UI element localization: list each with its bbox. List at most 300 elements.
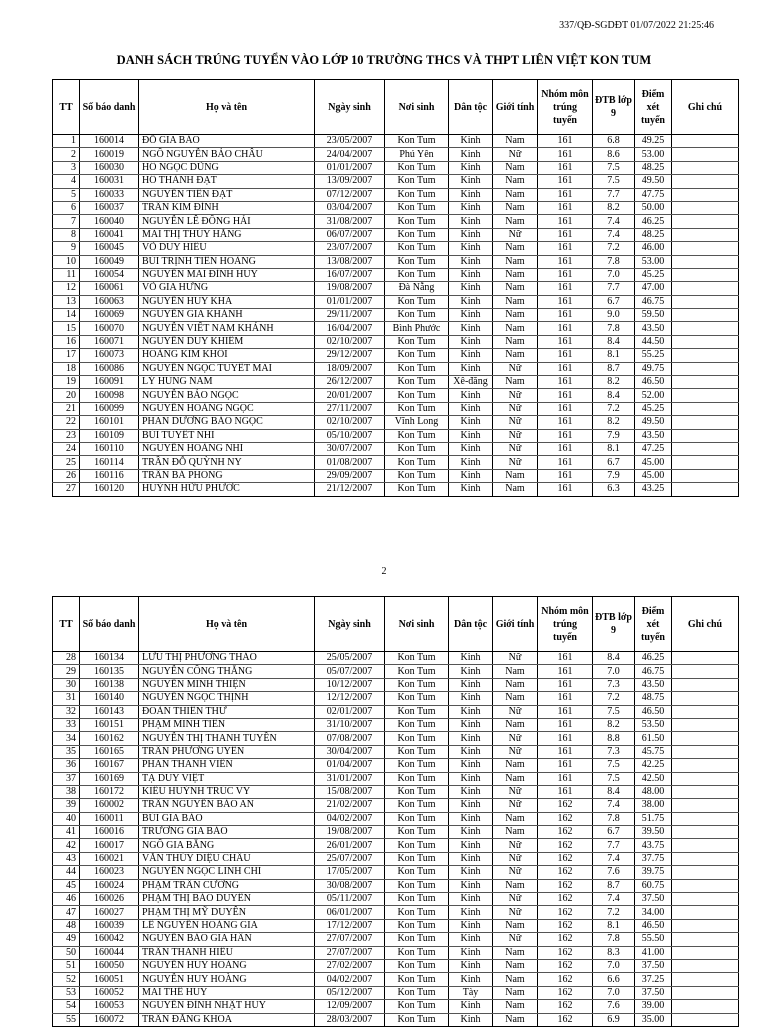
note	[672, 906, 739, 919]
gender: Nữ	[493, 228, 538, 241]
grade9-average: 8.4	[593, 652, 635, 665]
subject-group: 162	[538, 946, 593, 959]
ethnicity: Kinh	[449, 349, 493, 362]
gender: Nam	[493, 255, 538, 268]
note	[672, 826, 739, 839]
full-name: NGUYỄN BẢO NGỌC	[139, 389, 315, 402]
subject-group: 162	[538, 1013, 593, 1026]
candidate-number: 160014	[80, 135, 139, 148]
table-header-row	[53, 597, 739, 652]
date-of-birth: 25/07/2007	[315, 852, 385, 865]
grade9-average: 8.2	[593, 416, 635, 429]
birthplace: Kon Tum	[385, 255, 449, 268]
candidate-number: 160167	[80, 759, 139, 772]
grade9-average: 7.5	[593, 161, 635, 174]
row-number: 25	[53, 456, 80, 469]
table-row	[53, 429, 739, 442]
candidate-number: 160042	[80, 933, 139, 946]
row-number: 14	[53, 309, 80, 322]
date-of-birth: 19/08/2007	[315, 282, 385, 295]
note	[672, 718, 739, 731]
date-of-birth: 01/04/2007	[315, 759, 385, 772]
table-row	[53, 946, 739, 959]
grade9-average: 7.7	[593, 839, 635, 852]
birthplace: Đà Nẵng	[385, 282, 449, 295]
ethnicity: Kinh	[449, 309, 493, 322]
note	[672, 745, 739, 758]
date-of-birth: 21/12/2007	[315, 483, 385, 496]
birthplace: Kon Tum	[385, 201, 449, 214]
grade9-average: 8.3	[593, 946, 635, 959]
gender: Nam	[493, 268, 538, 281]
candidate-number: 160053	[80, 1000, 139, 1013]
note	[672, 376, 739, 389]
grade9-average: 6.3	[593, 483, 635, 496]
full-name: LÝ HÙNG NAM	[139, 376, 315, 389]
table-row	[53, 799, 739, 812]
birthplace: Kon Tum	[385, 175, 449, 188]
subject-group: 161	[538, 772, 593, 785]
row-number: 22	[53, 416, 80, 429]
note	[672, 705, 739, 718]
full-name: PHẠM TRẦN CƯỜNG	[139, 879, 315, 892]
table-body	[53, 135, 739, 497]
gender: Nữ	[493, 745, 538, 758]
subject-group: 161	[538, 483, 593, 496]
subject-group: 161	[538, 469, 593, 482]
note	[672, 893, 739, 906]
grade9-average: 7.0	[593, 665, 635, 678]
full-name: PHẠM MINH TIẾN	[139, 718, 315, 731]
gender: Nữ	[493, 785, 538, 798]
row-number: 13	[53, 295, 80, 308]
subject-group: 161	[538, 402, 593, 415]
date-of-birth: 05/10/2007	[315, 429, 385, 442]
birthplace: Kon Tum	[385, 1013, 449, 1026]
subject-group: 161	[538, 242, 593, 255]
birthplace: Kon Tum	[385, 986, 449, 999]
date-of-birth: 28/03/2007	[315, 1013, 385, 1026]
grade9-average: 7.8	[593, 933, 635, 946]
date-of-birth: 27/07/2007	[315, 946, 385, 959]
grade9-average: 8.2	[593, 376, 635, 389]
ethnicity: Kinh	[449, 946, 493, 959]
note	[672, 879, 739, 892]
row-number: 1	[53, 135, 80, 148]
table-row	[53, 389, 739, 402]
ethnicity: Kinh	[449, 919, 493, 932]
grade9-average: 7.3	[593, 678, 635, 691]
gender: Nữ	[493, 839, 538, 852]
gender: Nam	[493, 759, 538, 772]
note	[672, 268, 739, 281]
subject-group: 162	[538, 933, 593, 946]
note	[672, 255, 739, 268]
full-name: VÕ GIA HƯNG	[139, 282, 315, 295]
admission-score: 47.75	[635, 188, 672, 201]
ethnicity: Kinh	[449, 228, 493, 241]
candidate-number: 160143	[80, 705, 139, 718]
grade9-average: 7.4	[593, 852, 635, 865]
ethnicity: Kinh	[449, 705, 493, 718]
table-row	[53, 416, 739, 429]
gender: Nữ	[493, 148, 538, 161]
table-row	[53, 879, 739, 892]
ethnicity: Kinh	[449, 255, 493, 268]
date-of-birth: 16/07/2007	[315, 268, 385, 281]
table-row	[53, 665, 739, 678]
admission-score: 37.25	[635, 973, 672, 986]
subject-group: 161	[538, 362, 593, 375]
note	[672, 946, 739, 959]
row-number: 45	[53, 879, 80, 892]
birthplace: Kon Tum	[385, 933, 449, 946]
grade9-average: 7.2	[593, 906, 635, 919]
admission-score: 49.50	[635, 416, 672, 429]
gender: Nam	[493, 282, 538, 295]
subject-group: 162	[538, 812, 593, 825]
date-of-birth: 25/05/2007	[315, 652, 385, 665]
table-row	[53, 242, 739, 255]
note	[672, 135, 739, 148]
page-number: 2	[381, 566, 387, 577]
grade9-average: 7.2	[593, 242, 635, 255]
birthplace: Kon Tum	[385, 759, 449, 772]
gender: Nam	[493, 718, 538, 731]
subject-group: 161	[538, 188, 593, 201]
admission-score: 39.50	[635, 826, 672, 839]
document-title: DANH SÁCH TRÚNG TUYỂN VÀO LỚP 10 TRƯỜNG THCS VÀ THPT LIÊN VIỆT KON TUM	[116, 53, 652, 67]
date-of-birth: 02/10/2007	[315, 416, 385, 429]
full-name: NGUYỄN HUY KHA	[139, 295, 315, 308]
row-number: 54	[53, 1000, 80, 1013]
full-name: HUỲNH HỮU PHƯỚC	[139, 483, 315, 496]
ethnicity: Kinh	[449, 429, 493, 442]
table-row	[53, 852, 739, 865]
gender: Nam	[493, 188, 538, 201]
admission-score: 49.50	[635, 175, 672, 188]
note	[672, 785, 739, 798]
table-row	[53, 785, 739, 798]
birthplace: Kon Tum	[385, 799, 449, 812]
ethnicity: Kinh	[449, 812, 493, 825]
ethnicity: Kinh	[449, 906, 493, 919]
note	[672, 148, 739, 161]
row-number: 29	[53, 665, 80, 678]
note	[672, 986, 739, 999]
grade9-average: 7.8	[593, 812, 635, 825]
table-row	[53, 442, 739, 455]
note	[672, 812, 739, 825]
candidate-number: 160072	[80, 1013, 139, 1026]
subject-group: 161	[538, 282, 593, 295]
admission-score: 39.75	[635, 866, 672, 879]
admission-score: 49.25	[635, 135, 672, 148]
full-name: ĐOÀN THIÊN THƯ	[139, 705, 315, 718]
birthplace: Kon Tum	[385, 705, 449, 718]
gender: Nam	[493, 135, 538, 148]
header-tt: TT	[53, 80, 80, 135]
ethnicity: Kinh	[449, 175, 493, 188]
full-name: NGUYỄN GIA KHÁNH	[139, 309, 315, 322]
gender: Nam	[493, 215, 538, 228]
admission-score: 46.75	[635, 665, 672, 678]
ethnicity: Kinh	[449, 442, 493, 455]
ethnicity: Kinh	[449, 652, 493, 665]
date-of-birth: 31/01/2007	[315, 772, 385, 785]
grade9-average: 7.7	[593, 188, 635, 201]
gender: Nữ	[493, 442, 538, 455]
date-of-birth: 06/01/2007	[315, 906, 385, 919]
subject-group: 161	[538, 309, 593, 322]
ethnicity: Kinh	[449, 416, 493, 429]
candidate-number: 160039	[80, 919, 139, 932]
subject-group: 161	[538, 665, 593, 678]
row-number: 32	[53, 705, 80, 718]
gender: Nam	[493, 483, 538, 496]
birthplace: Kon Tum	[385, 665, 449, 678]
note	[672, 839, 739, 852]
grade9-average: 6.7	[593, 295, 635, 308]
table-row	[53, 349, 739, 362]
grade9-average: 7.4	[593, 799, 635, 812]
ethnicity: Kinh	[449, 732, 493, 745]
candidate-number: 160071	[80, 335, 139, 348]
admission-table-page-2	[52, 596, 739, 1027]
ethnicity: Kinh	[449, 959, 493, 972]
header-gender: Giới tính	[493, 80, 538, 135]
full-name: HỒ NGỌC DŨNG	[139, 161, 315, 174]
note	[672, 959, 739, 972]
ethnicity: Kinh	[449, 148, 493, 161]
note	[672, 188, 739, 201]
subject-group: 161	[538, 335, 593, 348]
table-row	[53, 402, 739, 415]
admission-score: 48.00	[635, 785, 672, 798]
date-of-birth: 02/10/2007	[315, 335, 385, 348]
ethnicity: Kinh	[449, 785, 493, 798]
note	[672, 1000, 739, 1013]
note	[672, 322, 739, 335]
date-of-birth: 05/12/2007	[315, 986, 385, 999]
full-name: LÊ NGUYỄN HOÀNG GIA	[139, 919, 315, 932]
subject-group: 161	[538, 349, 593, 362]
table-row	[53, 678, 739, 691]
note	[672, 759, 739, 772]
subject-group: 161	[538, 416, 593, 429]
date-of-birth: 05/11/2007	[315, 893, 385, 906]
row-number: 53	[53, 986, 80, 999]
row-number: 4	[53, 175, 80, 188]
date-of-birth: 10/12/2007	[315, 678, 385, 691]
candidate-number: 160135	[80, 665, 139, 678]
note	[672, 665, 739, 678]
birthplace: Kon Tum	[385, 442, 449, 455]
candidate-number: 160051	[80, 973, 139, 986]
gender: Nữ	[493, 893, 538, 906]
gender: Nam	[493, 986, 538, 999]
birthplace: Kon Tum	[385, 242, 449, 255]
grade9-average: 8.4	[593, 335, 635, 348]
gender: Nữ	[493, 799, 538, 812]
row-number: 48	[53, 919, 80, 932]
grade9-average: 7.9	[593, 469, 635, 482]
note	[672, 919, 739, 932]
date-of-birth: 04/02/2007	[315, 973, 385, 986]
row-number: 43	[53, 852, 80, 865]
subject-group: 161	[538, 161, 593, 174]
table-row	[53, 161, 739, 174]
subject-group: 162	[538, 919, 593, 932]
note	[672, 242, 739, 255]
candidate-number: 160098	[80, 389, 139, 402]
grade9-average: 8.1	[593, 919, 635, 932]
ethnicity: Kinh	[449, 973, 493, 986]
grade9-average: 7.5	[593, 705, 635, 718]
date-of-birth: 02/01/2007	[315, 705, 385, 718]
admission-score: 46.50	[635, 705, 672, 718]
table-row	[53, 175, 739, 188]
header-note: Ghi chú	[672, 80, 739, 135]
birthplace: Kon Tum	[385, 812, 449, 825]
candidate-number: 160037	[80, 201, 139, 214]
full-name: NGÔ GIA BẰNG	[139, 839, 315, 852]
date-of-birth: 24/04/2007	[315, 148, 385, 161]
birthplace: Kon Tum	[385, 678, 449, 691]
candidate-number: 160063	[80, 295, 139, 308]
table-row	[53, 376, 739, 389]
full-name: NGUYỄN HOÀNG NHI	[139, 442, 315, 455]
ethnicity: Kinh	[449, 322, 493, 335]
row-number: 16	[53, 335, 80, 348]
grade9-average: 8.4	[593, 785, 635, 798]
birthplace: Kon Tum	[385, 906, 449, 919]
subject-group: 161	[538, 148, 593, 161]
table-row	[53, 295, 739, 308]
full-name: NGÔ NGUYỄN BẢO CHÂU	[139, 148, 315, 161]
table-row	[53, 362, 739, 375]
admission-score: 45.75	[635, 745, 672, 758]
ethnicity: Kinh	[449, 759, 493, 772]
table-row	[53, 201, 739, 214]
birthplace: Vĩnh Long	[385, 416, 449, 429]
grade9-average: 6.6	[593, 973, 635, 986]
full-name: PHẠM THỊ MỸ DUYÊN	[139, 906, 315, 919]
birthplace: Kon Tum	[385, 772, 449, 785]
table-row	[53, 973, 739, 986]
ethnicity: Kinh	[449, 161, 493, 174]
birthplace: Kon Tum	[385, 483, 449, 496]
admission-score: 46.75	[635, 295, 672, 308]
full-name: NGUYỄN MINH THIỆN	[139, 678, 315, 691]
full-name: NGUYỄN NGỌC THỊNH	[139, 692, 315, 705]
table-row	[53, 718, 739, 731]
gender: Nam	[493, 309, 538, 322]
subject-group: 161	[538, 228, 593, 241]
full-name: NGUYỄN CÔNG THẮNG	[139, 665, 315, 678]
candidate-number: 160070	[80, 322, 139, 335]
table-row	[53, 335, 739, 348]
ethnicity: Kinh	[449, 745, 493, 758]
note	[672, 678, 739, 691]
full-name: TRẦN KIM ĐỈNH	[139, 201, 315, 214]
grade9-average: 6.8	[593, 135, 635, 148]
admission-score: 43.25	[635, 483, 672, 496]
birthplace: Kon Tum	[385, 215, 449, 228]
gender: Nam	[493, 1000, 538, 1013]
candidate-number: 160134	[80, 652, 139, 665]
candidate-number: 160069	[80, 309, 139, 322]
header-ethnicity: Dân tộc	[449, 597, 493, 652]
admission-score: 45.00	[635, 456, 672, 469]
gender: Nam	[493, 201, 538, 214]
grade9-average: 7.0	[593, 959, 635, 972]
birthplace: Kon Tum	[385, 309, 449, 322]
row-number: 21	[53, 402, 80, 415]
row-number: 42	[53, 839, 80, 852]
date-of-birth: 01/01/2007	[315, 161, 385, 174]
header-candidate-number: Số báo danh	[80, 80, 139, 135]
row-number: 15	[53, 322, 80, 335]
full-name: MAI THỊ THÚY HẰNG	[139, 228, 315, 241]
gender: Nam	[493, 959, 538, 972]
subject-group: 161	[538, 215, 593, 228]
gender: Nam	[493, 946, 538, 959]
row-number: 18	[53, 362, 80, 375]
gender: Nữ	[493, 732, 538, 745]
row-number: 30	[53, 678, 80, 691]
subject-group: 161	[538, 429, 593, 442]
ethnicity: Kinh	[449, 799, 493, 812]
row-number: 19	[53, 376, 80, 389]
birthplace: Kon Tum	[385, 732, 449, 745]
grade9-average: 7.5	[593, 759, 635, 772]
subject-group: 161	[538, 135, 593, 148]
grade9-average: 7.5	[593, 175, 635, 188]
gender: Nam	[493, 692, 538, 705]
table-row	[53, 986, 739, 999]
birthplace: Kon Tum	[385, 745, 449, 758]
birthplace: Kon Tum	[385, 692, 449, 705]
table-row	[53, 282, 739, 295]
candidate-number: 160016	[80, 826, 139, 839]
subject-group: 161	[538, 678, 593, 691]
row-number: 28	[53, 652, 80, 665]
admission-score: 45.00	[635, 469, 672, 482]
note	[672, 161, 739, 174]
birthplace: Kon Tum	[385, 919, 449, 932]
admission-score: 39.00	[635, 1000, 672, 1013]
full-name: NGUYỄN BẢO GIA HÂN	[139, 933, 315, 946]
subject-group: 162	[538, 866, 593, 879]
full-name: TRẦN ĐĂNG KHOA	[139, 1013, 315, 1026]
date-of-birth: 18/09/2007	[315, 362, 385, 375]
full-name: NGUYỄN NGỌC LINH CHI	[139, 866, 315, 879]
full-name: NGUYỄN NGỌC TUYẾT MAI	[139, 362, 315, 375]
full-name: BÙI TUYẾT NHI	[139, 429, 315, 442]
table-row	[53, 959, 739, 972]
admission-score: 53.00	[635, 255, 672, 268]
row-number: 35	[53, 745, 80, 758]
full-name: TRẦN NGUYỄN BẢO AN	[139, 799, 315, 812]
admission-score: 34.00	[635, 906, 672, 919]
subject-group: 161	[538, 268, 593, 281]
row-number: 26	[53, 469, 80, 482]
ethnicity: Kinh	[449, 879, 493, 892]
subject-group: 162	[538, 906, 593, 919]
row-number: 36	[53, 759, 80, 772]
full-name: TRẦN BÁ PHONG	[139, 469, 315, 482]
